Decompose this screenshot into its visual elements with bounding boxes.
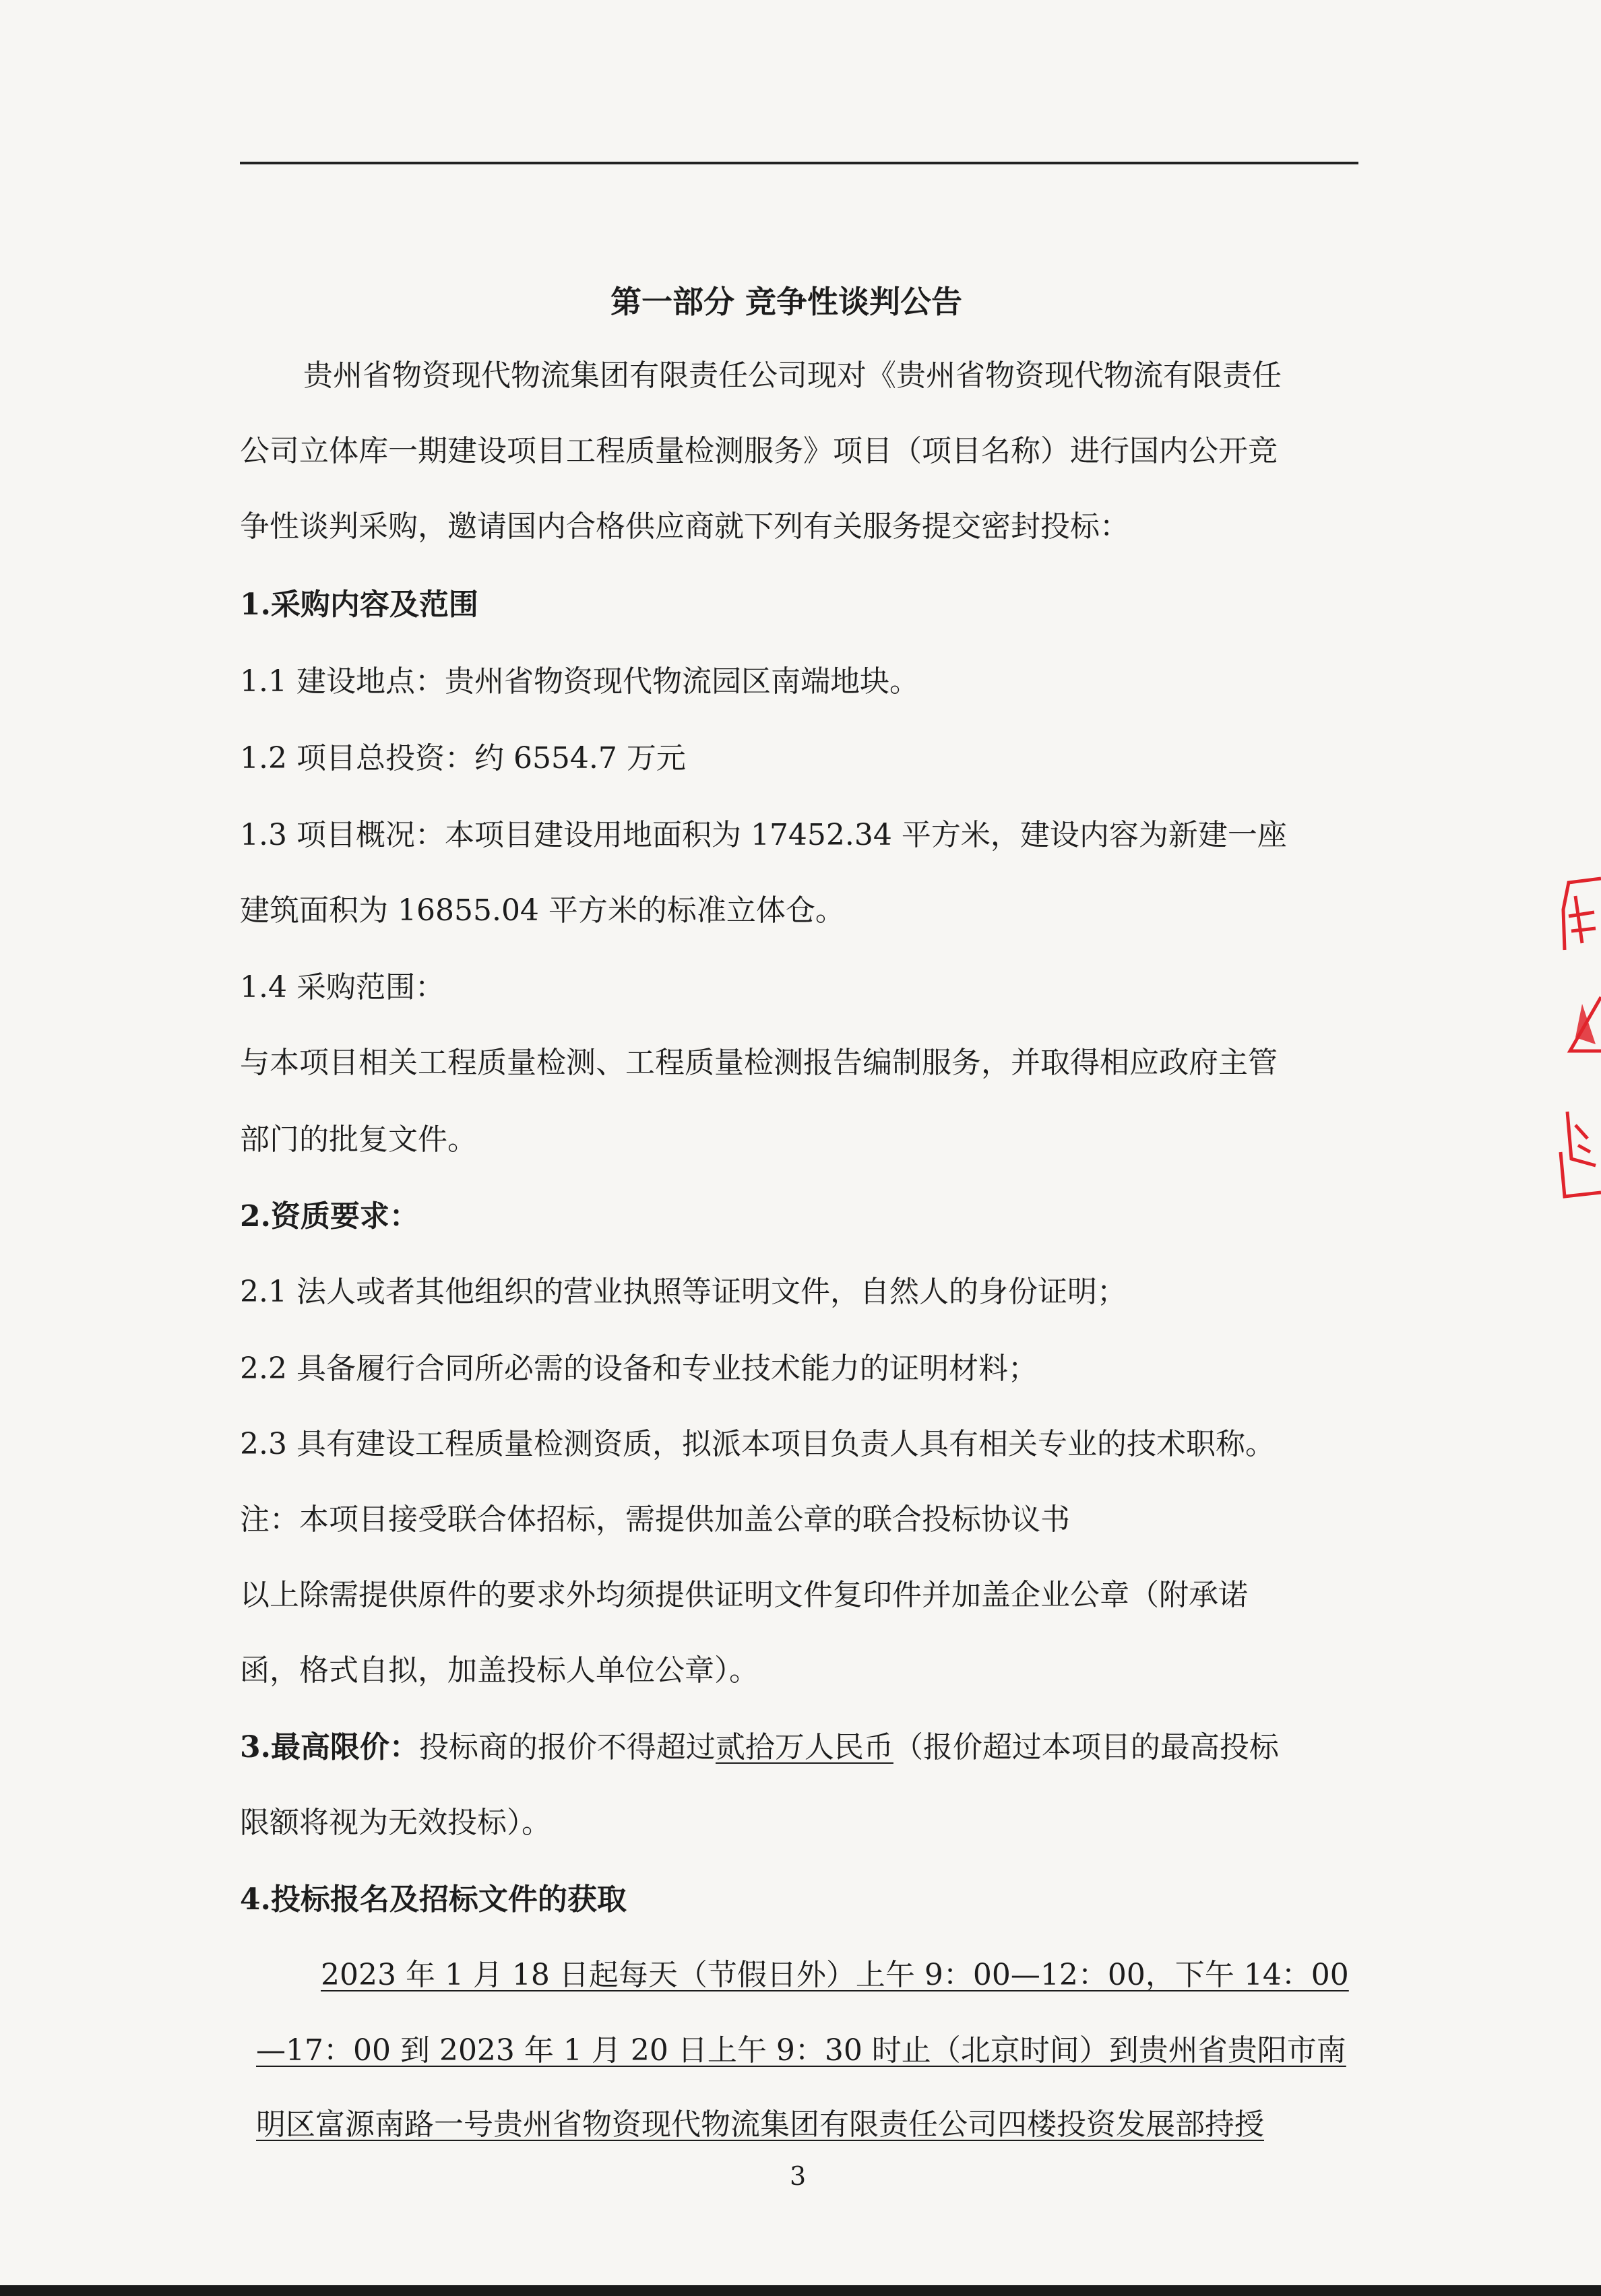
- section-3-line-1: [240, 1727, 1279, 1768]
- scope-line-2: 部门的批复文件。: [240, 1122, 477, 1157]
- copy-requirement-line-2: 函，格式自拟，加盖投标人单位公章）。: [240, 1653, 759, 1688]
- red-seal-stamp: [1555, 869, 1601, 1206]
- registration-line-1: 2023 年 1 月 18 日起每天（节假日外）上午 9：00—12：00，下午 14：00: [321, 1958, 1349, 1992]
- page-title: 第一部分 竞争性谈判公告: [610, 284, 963, 320]
- item-1-3-line-1: 1.3 项目概况：本项目建设用地面积为 17452.34 平方米，建设内容为新建一座: [240, 818, 1287, 852]
- joint-bid-note: 注：本项目接受联合体招标，需提供加盖公章的联合投标协议书: [240, 1502, 1070, 1537]
- intro-line-3: 争性谈判采购，邀请国内合格供应商就下列有关服务提交密封投标：: [240, 509, 1129, 544]
- section-1-heading: 1.采购内容及范围: [240, 587, 478, 622]
- page-number: 3: [790, 2161, 807, 2191]
- scan-bottom-edge: [0, 2285, 1601, 2296]
- item-2-2: 2.2 具备履行合同所必需的设备和专业技术能力的证明材料；: [240, 1351, 1038, 1386]
- section-2-heading: 2.资质要求：: [240, 1199, 419, 1234]
- intro-line-2: 公司立体库一期建设项目工程质量检测服务》项目（项目名称）进行国内公开竞: [240, 434, 1278, 468]
- price-text-post: （报价超过本项目的最高投标: [893, 1730, 1279, 1764]
- item-2-1: 2.1 法人或者其他组织的营业执照等证明文件，自然人的身份证明；: [240, 1275, 1127, 1309]
- scope-line-1: 与本项目相关工程质量检测、工程质量检测报告编制服务，并取得相应政府主管: [240, 1046, 1278, 1080]
- section-4-heading: 4.投标报名及招标文件的获取: [240, 1882, 627, 1917]
- price-text-pre: 投标商的报价不得超过: [418, 1730, 716, 1764]
- item-1-1: 1.1 建设地点：贵州省物资现代物流园区南端地块。: [240, 664, 919, 699]
- intro-line-1: 贵州省物资现代物流集团有限责任公司现对《贵州省物资现代物流有限责任: [303, 358, 1282, 393]
- item-1-2: 1.2 项目总投资：约 6554.7 万元: [240, 741, 686, 775]
- registration-line-2: —17：00 到 2023 年 1 月 20 日上午 9：30 时止（北京时间）到贵州省贵阳市南: [256, 2033, 1346, 2068]
- item-1-4: 1.4 采购范围：: [240, 970, 445, 1004]
- registration-line-3: 明区富源南路一号贵州省物资现代物流集团有限责任公司四楼投资发展部持授: [256, 2107, 1264, 2142]
- item-1-3-line-2: 建筑面积为 16855.04 平方米的标准立体仓。: [240, 893, 845, 928]
- section-3-line-2: 限额将视为无效投标）。: [240, 1806, 551, 1840]
- item-2-3: 2.3 具有建设工程质量检测资质，拟派本项目负责人具有相关专业的技术职称。: [240, 1427, 1275, 1461]
- header-rule: [240, 162, 1358, 164]
- price-amount: 贰拾万人民币: [715, 1730, 893, 1764]
- section-3-heading: 3.最高限价：: [240, 1730, 419, 1764]
- copy-requirement-line-1: 以上除需提供原件的要求外均须提供证明文件复印件并加盖企业公章（附承诺: [240, 1578, 1248, 1612]
